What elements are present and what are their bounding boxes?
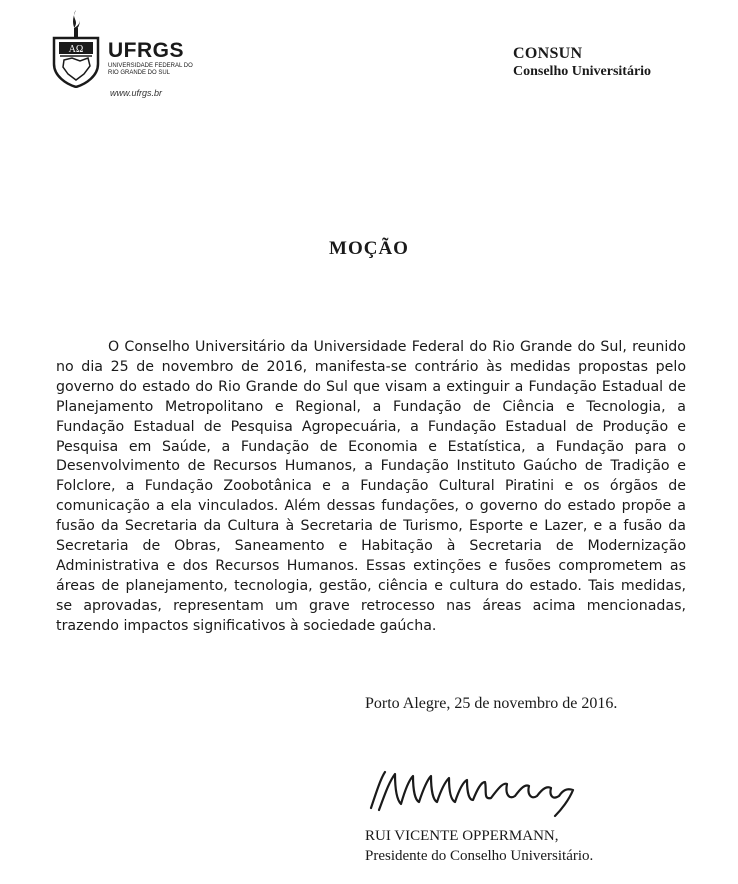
body-paragraph <box>56 338 686 637</box>
signatory-role: Presidente do Conselho Universitário. <box>365 848 594 864</box>
svg-text:AΩ: AΩ <box>68 44 84 55</box>
council-acronym: CONSUN <box>513 45 583 62</box>
council-name: Conselho Universitário <box>513 64 652 79</box>
place-date: Porto Alegre, 25 de novembro de 2016. <box>365 695 618 712</box>
logo-name: UFRGS <box>108 39 184 62</box>
signatory-name: RUI VICENTE OPPERMANN, <box>365 828 559 844</box>
ufrgs-logo <box>50 8 200 96</box>
body-text: O Conselho Universitário da Universidade Federal do Rio Grande do Sul, reunido no dia 25 de novembro de 2016, manifesta-se contrário às medidas propostas pelo governo do estado do Rio Grande do Sul que visam a extinguir a Fundação Estadual de Planejamento Metropolitano e Regional, a Fundação de Ciência e Tecnologia, a Fundação Estadual de Pesquisa Agropecuária, a Fundação Estadual de Produção e Pesquisa em Saúde, a Fundação de Economia e Estatística, a Fundação para o Desenvolvimento de Recursos Humanos, a Fundação Instituto Gaúcho de Tradição e Folclore, a Fundação Zoobotânica e a Fundação Cultural Piratini e os órgãos de comunicação a ela vinculados. Além dessas fundações, o governo do estado propõe a fusão da Secretaria da Cultura à Secretaria de Turismo, Esporte e Lazer, e a fusão da Secretaria de Obras, Saneamento e Habitação à Secretaria de Modernização Administrativa e dos Recursos Humanos. Essas extinções e fusões comprometem as áreas de planejamento, tecnologia, gestão, ciência e cultura do estado. Tais medidas, se aprovadas, representam um grave retrocesso nas áreas acima mencionadas, trazendo impactos significativos à sociedade gaúcha. <box>56 339 686 634</box>
logo-url: www.ufrgs.br <box>110 88 163 98</box>
council-header <box>513 45 651 81</box>
ufrgs-emblem-icon <box>50 8 102 88</box>
signatory-block <box>365 826 593 866</box>
logo-subtitle: UNIVERSIDADE FEDERAL DO RIO GRANDE DO SUL <box>108 63 193 76</box>
handwritten-signature <box>365 760 585 820</box>
document-title: MOÇÃO <box>329 238 409 259</box>
